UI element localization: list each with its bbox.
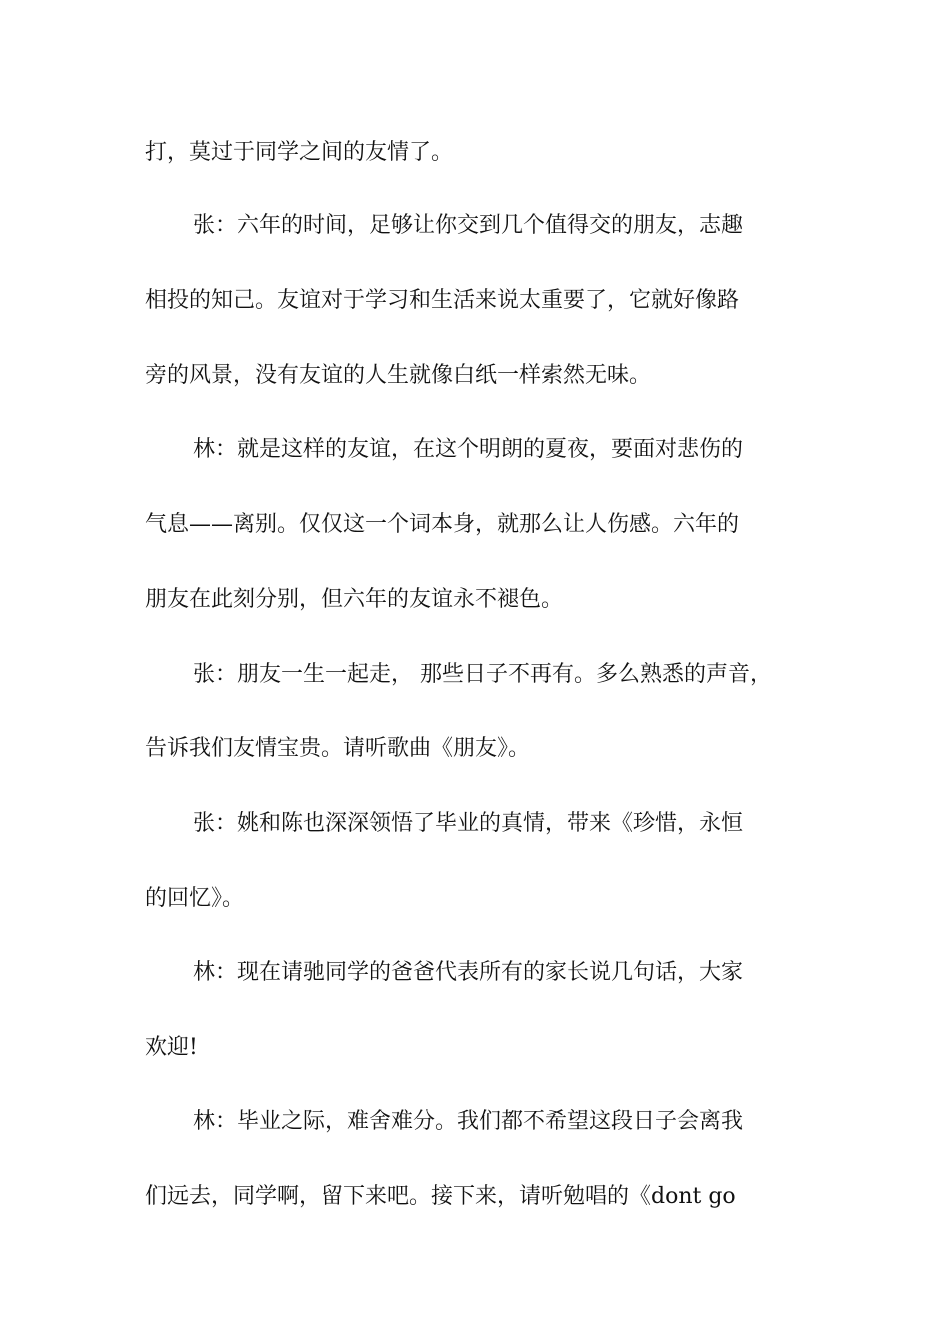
paragraph-first-line: 林：现在请驰同学的爸爸代表所有的家长说几句话，大家 [193, 960, 744, 985]
text-line: 打，莫过于同学之间的友情了。 [145, 140, 454, 165]
paragraph-first-line: 张：姚和陈也深深领悟了毕业的真情，带来《珍惜，永恒 [193, 811, 744, 836]
paragraph-first-line: 张：六年的时间，足够让你交到几个值得交的朋友，志趣 [193, 213, 744, 238]
text-line: 欢迎! [145, 1035, 198, 1060]
text-line: 相投的知己。友谊对于学习和生活来说太重要了，它就好像路 [145, 288, 740, 313]
text-line: 告诉我们友情宝贵。请听歌曲《朋友》。 [145, 736, 531, 761]
text-line: 气息——离别。仅仅这一个词本身，就那么让人伤感。六年的 [145, 512, 740, 537]
text-line: 旁的风景，没有友谊的人生就像白纸一样索然无味。 [145, 363, 652, 388]
paragraph-first-line: 张：朋友一生一起走， 那些日子不再有。多么熟悉的声音， [193, 662, 772, 687]
paragraph-first-line: 林：毕业之际，难舍难分。我们都不希望这段日子会离我 [193, 1109, 744, 1134]
text-line: 们远去，同学啊，留下来吧。接下来，请听勉唱的《dont go [145, 1184, 736, 1209]
paragraph-first-line: 林：就是这样的友谊，在这个明朗的夏夜，要面对悲伤的 [193, 437, 744, 462]
text-line: 朋友在此刻分别，但六年的友谊永不褪色。 [145, 587, 564, 612]
text-line: 的回忆》。 [145, 886, 245, 911]
